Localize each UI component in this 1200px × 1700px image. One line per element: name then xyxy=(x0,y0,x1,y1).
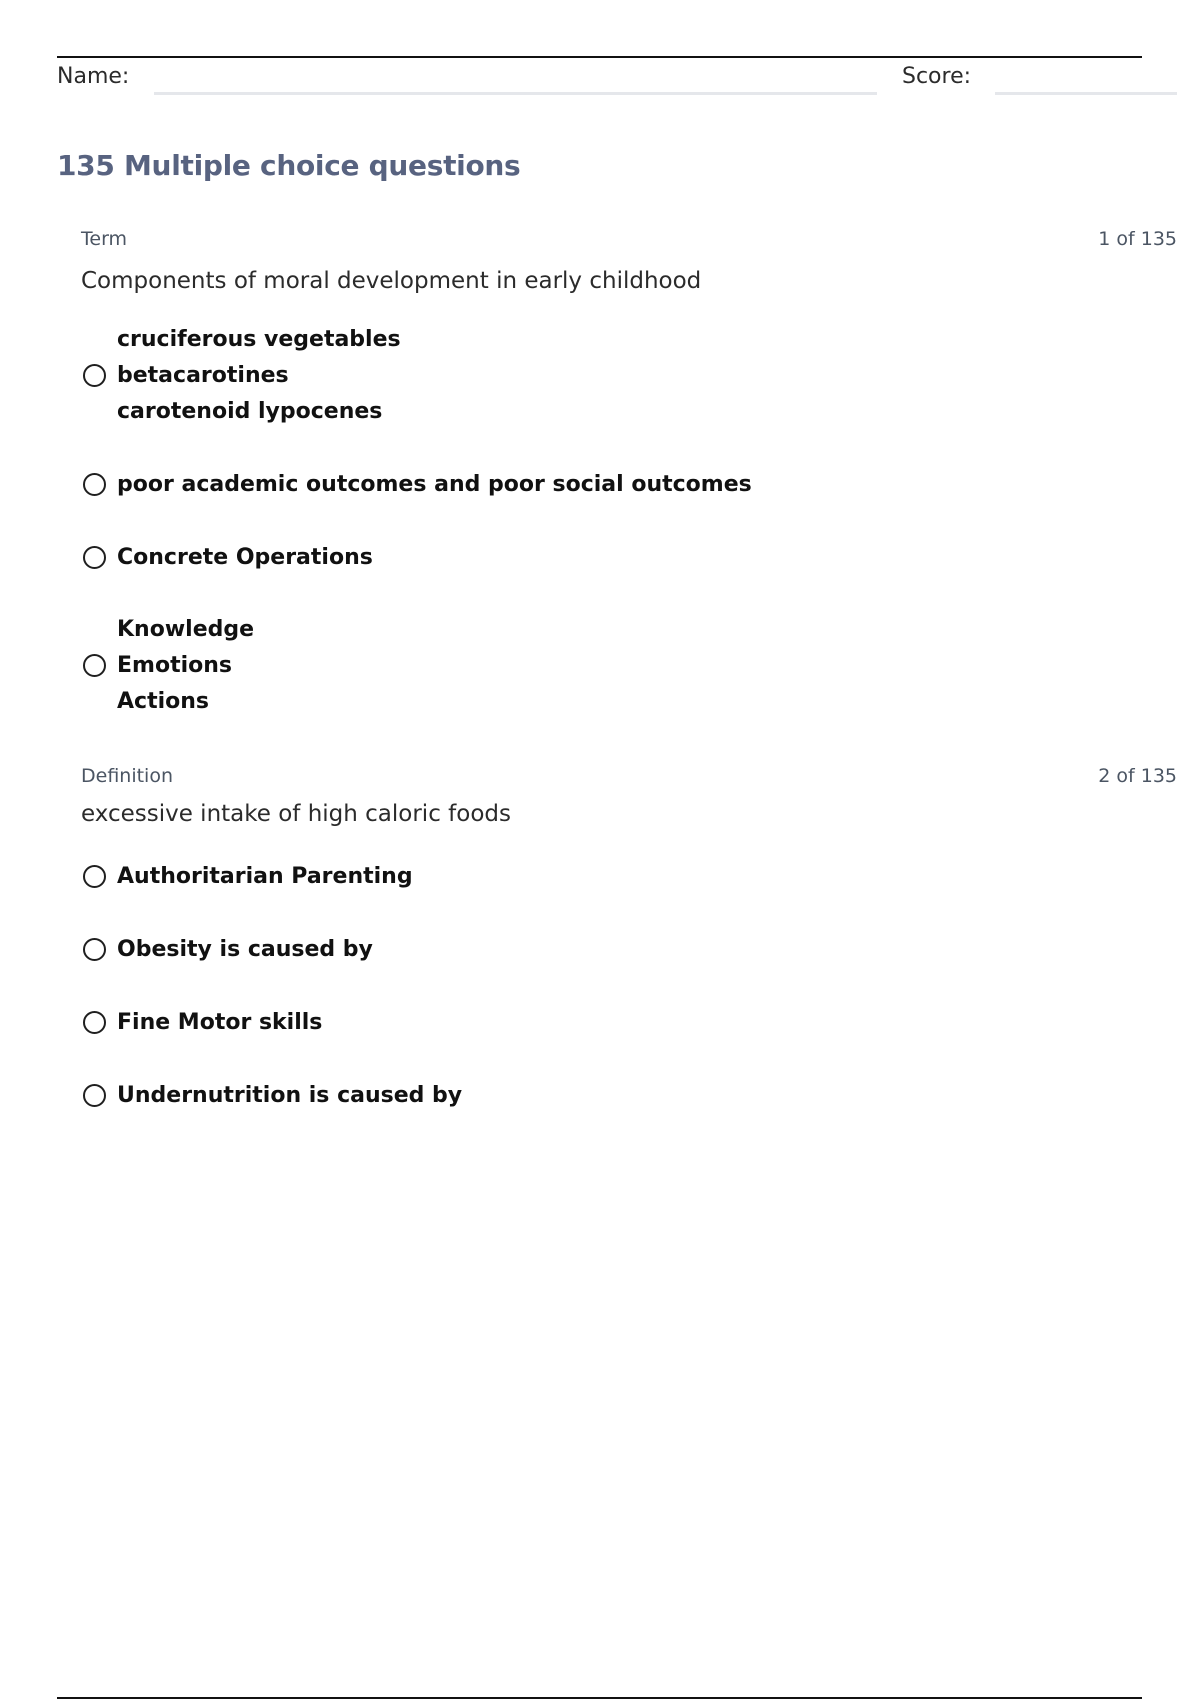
answer-option[interactable] xyxy=(81,1005,981,1041)
question-kind: Definition xyxy=(81,765,174,787)
option-line: Authoritarian Parenting xyxy=(117,864,413,889)
radio-circle-icon[interactable] xyxy=(83,938,106,961)
top-rule xyxy=(57,56,1142,58)
question-kind: Term xyxy=(81,228,128,250)
option-line: betacarotines xyxy=(117,363,289,388)
question-prompt: Components of moral development in early childhood xyxy=(81,268,702,294)
answer-option[interactable] xyxy=(81,467,981,503)
radio-circle-icon[interactable] xyxy=(83,654,106,677)
answer-option[interactable] xyxy=(81,1078,981,1114)
answer-option[interactable] xyxy=(81,612,981,720)
answer-option[interactable] xyxy=(81,859,981,895)
option-line: carotenoid lypocenes xyxy=(117,399,383,424)
score-field[interactable] xyxy=(995,92,1177,95)
question-1 xyxy=(81,228,1177,728)
name-field[interactable] xyxy=(154,92,877,95)
option-line: cruciferous vegetables xyxy=(117,327,401,352)
question-counter: 2 of 135 xyxy=(1098,765,1177,787)
answer-option[interactable] xyxy=(81,322,981,430)
radio-circle-icon[interactable] xyxy=(83,865,106,888)
header-row xyxy=(57,62,1177,98)
page-title: 135 Multiple choice questions xyxy=(57,149,521,182)
option-line: poor academic outcomes and poor social outcomes xyxy=(117,472,752,497)
radio-circle-icon[interactable] xyxy=(83,473,106,496)
option-line: Undernutrition is caused by xyxy=(117,1083,463,1108)
bottom-rule xyxy=(57,1697,1142,1699)
option-line: Actions xyxy=(117,689,209,714)
option-line: Emotions xyxy=(117,653,232,678)
question-prompt: excessive intake of high caloric foods xyxy=(81,801,511,827)
option-line: Obesity is caused by xyxy=(117,937,373,962)
question-counter: 1 of 135 xyxy=(1098,228,1177,250)
answer-option[interactable] xyxy=(81,932,981,968)
radio-circle-icon[interactable] xyxy=(83,364,106,387)
score-label: Score: xyxy=(902,64,972,89)
option-line: Concrete Operations xyxy=(117,545,373,570)
question-2 xyxy=(81,765,1177,1125)
name-label: Name: xyxy=(57,64,130,89)
option-line: Fine Motor skills xyxy=(117,1010,323,1035)
option-line: Knowledge xyxy=(117,617,255,642)
answer-option[interactable] xyxy=(81,540,981,576)
radio-circle-icon[interactable] xyxy=(83,1011,106,1034)
radio-circle-icon[interactable] xyxy=(83,1084,106,1107)
radio-circle-icon[interactable] xyxy=(83,546,106,569)
